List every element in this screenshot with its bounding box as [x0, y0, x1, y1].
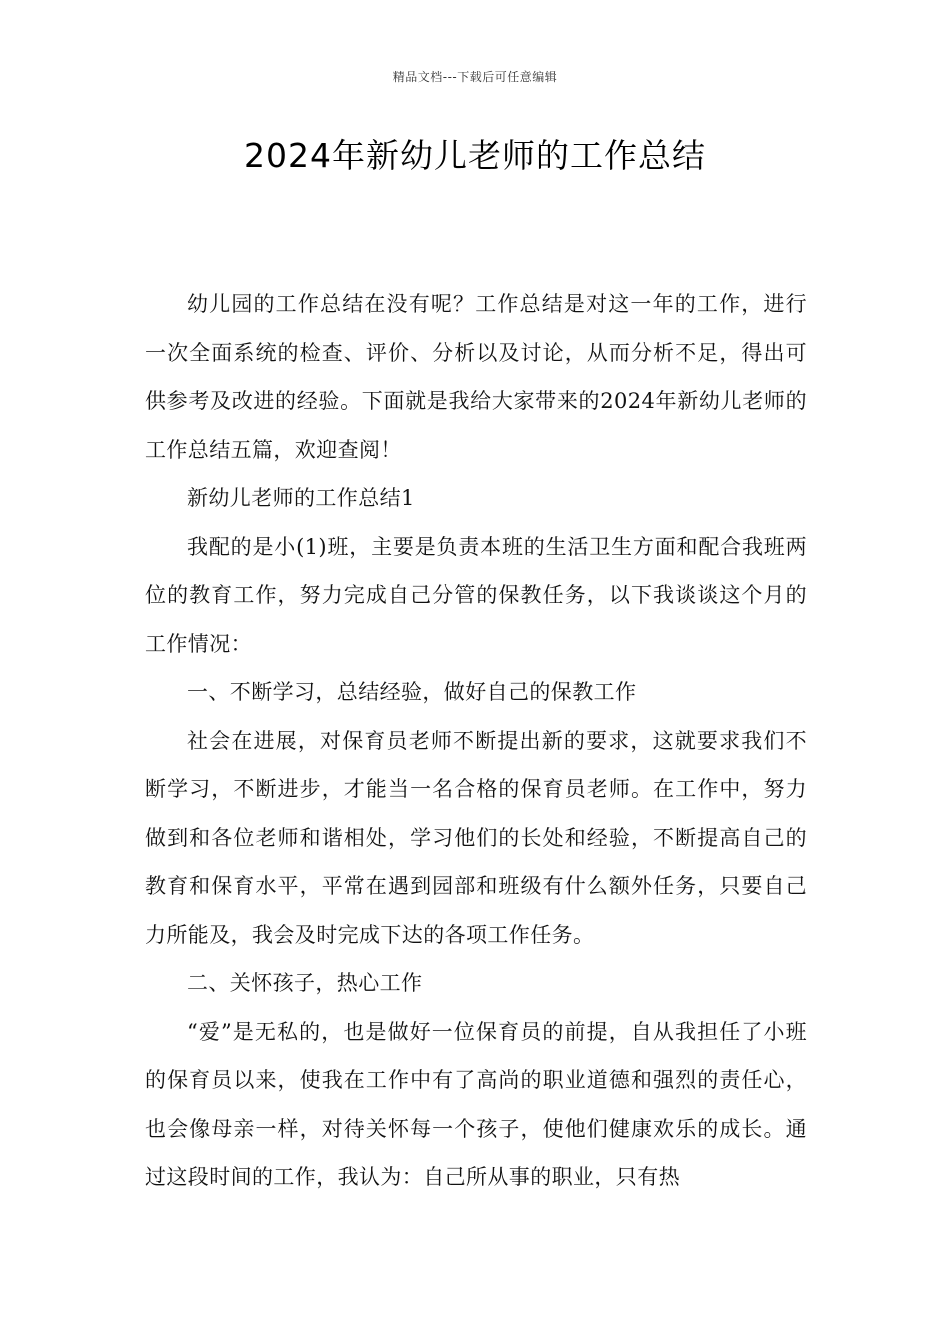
paragraph-learning: 社会在进展，对保育员老师不断提出新的要求，这就要求我们不断学习，不断进步，才能当一名合格的保育员老师。在工作中，努力做到和各位老师和谐相处，学习他们的长处和经验，不断提高自己的教育和保育水平，平常在遇到园部和班级有什么额外任务，只要自己力所能及，我会及时完成下达的各项工作任务。	[145, 728, 807, 947]
section-heading-1: 新幼儿老师的工作总结1	[187, 486, 415, 510]
document-body	[145, 280, 807, 1202]
header-note: 精品文档---下载后可任意编辑	[392, 70, 558, 84]
subheading-caring: 二、关怀孩子，热心工作	[187, 971, 423, 995]
document-title: 2024年新幼儿老师的工作总结	[244, 136, 706, 175]
paragraph-class-duty: 我配的是小(1)班，主要是负责本班的生活卫生方面和配合我班两位的教育工作，努力完成自己分管的保教任务，以下我谈谈这个月的工作情况：	[145, 534, 807, 656]
paragraph-intro: 幼儿园的工作总结在没有呢？工作总结是对这一年的工作，进行一次全面系统的检查、评价、分析以及讨论，从而分析不足，得出可供参考及改进的经验。下面就是我给大家带来的2024年新幼儿老师的工作总结五篇，欢迎查阅！	[145, 292, 807, 462]
subheading-learning: 一、不断学习，总结经验，做好自己的保教工作	[187, 680, 637, 704]
paragraph-caring: “爱”是无私的，也是做好一位保育员的前提，自从我担任了小班的保育员以来，使我在工作中有了高尚的职业道德和强烈的责任心，也会像母亲一样，对待关怀每一个孩子，使他们健康欢乐的成长。通过这段时间的工作，我认为：自己所从事的职业，只有热	[145, 1019, 807, 1189]
